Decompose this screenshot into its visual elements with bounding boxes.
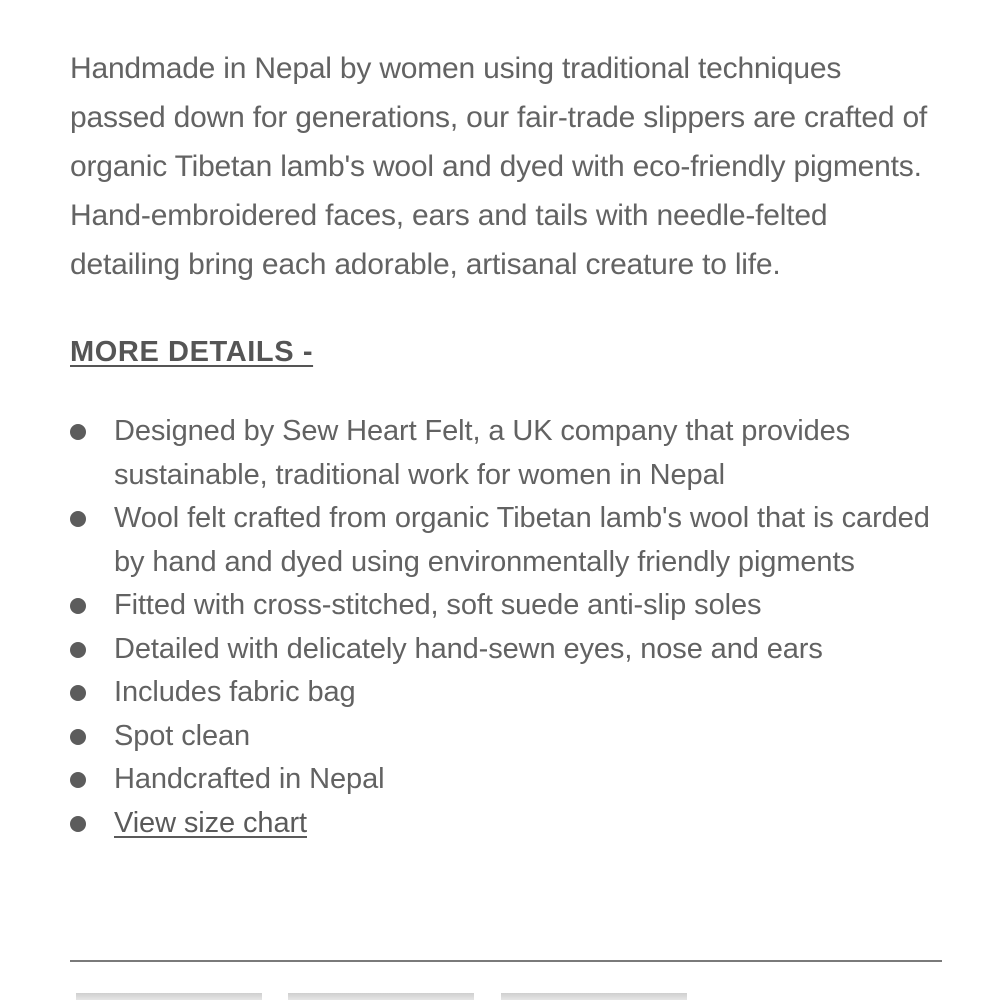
thumbnail-strip	[0, 993, 1000, 1000]
product-thumbnail[interactable]	[501, 993, 687, 1000]
list-item-text: Detailed with delicately hand-sewn eyes, nose and ears	[114, 632, 823, 665]
product-thumbnail[interactable]	[76, 993, 262, 1000]
list-item-text: Wool felt crafted from organic Tibetan lamb's wool that is carded by hand and dyed using environmentally friendly pigments	[114, 502, 930, 578]
list-item	[70, 628, 942, 672]
bullet-icon	[70, 642, 86, 658]
bullet-icon	[70, 816, 86, 832]
list-item-text: Designed by Sew Heart Felt, a UK company that provides sustainable, traditional work for women in Nepal	[114, 415, 851, 491]
product-thumbnail[interactable]	[288, 993, 474, 1000]
list-item	[70, 802, 942, 846]
bullet-icon	[70, 729, 86, 745]
bullet-icon	[70, 685, 86, 701]
list-item	[70, 671, 942, 715]
product-details-section	[70, 44, 942, 845]
details-list	[70, 410, 942, 845]
view-size-chart-link[interactable]: View size chart	[114, 806, 307, 839]
more-details-heading[interactable]: MORE DETAILS -	[70, 336, 314, 368]
list-item	[70, 584, 942, 628]
bullet-icon	[70, 424, 86, 440]
product-description: Handmade in Nepal by women using traditional techniques passed down for generations, our fair-trade slippers are crafted of organic Tibetan lamb's wool and dyed with eco-friendly pigments. Hand-embroidered faces, ears and tails with needle-felted detailing bring each adorable, artisanal creature to life.	[70, 52, 928, 281]
list-item-text: Includes fabric bag	[114, 676, 356, 708]
section-divider	[70, 960, 942, 962]
bullet-icon	[70, 772, 86, 788]
list-item	[70, 410, 942, 497]
list-item	[70, 715, 942, 759]
bullet-icon	[70, 598, 86, 614]
list-item-text: Handcrafted in Nepal	[114, 763, 385, 795]
list-item	[70, 758, 942, 802]
list-item	[70, 497, 942, 584]
list-item-text: Spot clean	[114, 719, 251, 752]
bullet-icon	[70, 511, 86, 527]
list-item-text: Fitted with cross-stitched, soft suede anti-slip soles	[114, 589, 762, 621]
